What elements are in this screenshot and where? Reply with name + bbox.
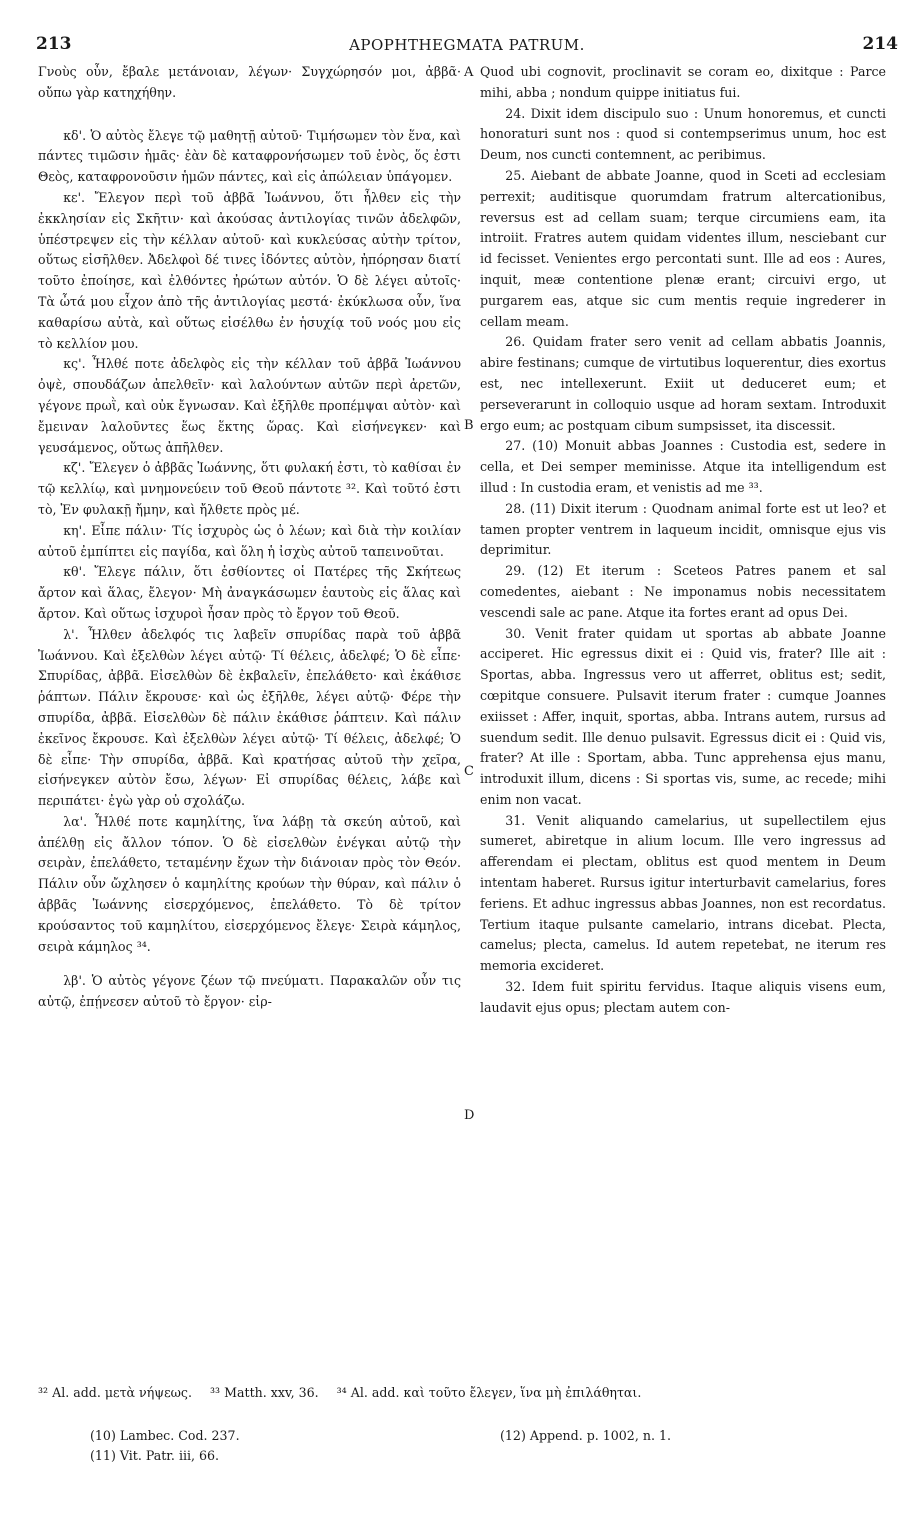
greek-paragraph: κθ'. Ἔλεγε πάλιν, ὅτι ἐσθίοντες οἱ Πατέρες τῆς Σκήτεως ἄρτον καὶ ἅλας, ἔλεγον· Μὴ ἀναγκάσωμεν ἑαυτοὺς εἰς ἅλας καὶ ἄρτον. Καὶ οὕτως ἰσχυροὶ ἦσαν πρὸς τὸ ἔργον τοῦ Θεοῦ. <box>38 564 461 621</box>
latin-paragraph: 27. (10) Monuit abbas Joannes : Custodia est, sedere in cella, et Dei semper meminisse. Atque ita intelligendum est illud : In custodia eram, et venistis ad me ³³. <box>480 438 886 495</box>
latin-paragraph: 32. Idem fuit spiritu fervidus. Itaque aliquis visens eum, laudavit ejus opus; plectam autem con- <box>480 979 886 1015</box>
greek-paragraph: κδ'. Ὁ αὐτὸς ἔλεγε τῷ μαθητῇ αὐτοῦ· Τιμήσωμεν τὸν ἕνα, καὶ πάντες τιμῶσιν ἡμᾶς· ἐὰν δὲ καταφρονήσωμεν τοῦ ἑνὸς, ὅς ἐστι Θεὸς, καταφρονοῦσιν ἡμῶν πάντες, καὶ εἰς ἀπώλειαν ὑπάγομεν. <box>38 127 461 185</box>
page-header <box>36 34 898 58</box>
source-references-left <box>90 1426 240 1466</box>
page-number-right: 214 <box>862 34 898 54</box>
latin-paragraph: 31. Venit aliquando camelarius, ut supellectilem ejus sumeret, abiretque in alium locum. Ille vero ingressus ad afferendam ei plectam, oblitus est quod mentem in Deum intentam haberet. Rursus igitur interturbavit camelarius, fores feriens. Et adhuc ingressus abbas Joannes, non est recordatus. Tertium itaque pulsante camelario, intrans dicebat. Plecta, camelus; plecta, camelus. Id autem repetebat, ne iterum res memoria excideret. <box>480 812 886 974</box>
latin-paragraph: Quod ubi cognovit, proclinavit se coram eo, dixitque : Parce mihi, abba ; nondum quippe initiatus fui. <box>480 64 886 100</box>
greek-paragraph: λβ'. Ὁ αὐτὸς γέγονε ζέων τῷ πνεύματι. Παρακαλῶν οὖν τις αὐτῷ, ἐπῄνεσεν αὐτοῦ τὸ ἔργον· εἰρ- <box>38 973 461 1010</box>
footnote: ³⁴ Al. add. καὶ τοῦτο ἔλεγεν, ἵνα μὴ ἐπιλάθηται. <box>336 1385 642 1400</box>
latin-paragraph: 28. (11) Dixit iterum : Quodnam animal forte est ut leo? et tamen propter ventrem in laqueum incidit, omnisque ejus vis deprimitur. <box>480 500 886 558</box>
greek-paragraph: κζ'. Ἔλεγεν ὁ ἀββᾶς Ἰωάννης, ὅτι φυλακή ἐστι, τὸ καθίσαι ἐν τῷ κελλίῳ, καὶ μνημονεύειν τοῦ Θεοῦ πάντοτε ³². Καὶ τοῦτό ἐστι τὸ, Ἐν φυλακῇ ἤμην, καὶ ἤλθετε πρὸς μέ. <box>38 460 461 517</box>
latin-paragraph: 24. Dixit idem discipulo suo : Unum honoremus, et cuncti honoraturi sunt nos : quod si contempserimus unum, hoc est Deum, nos cuncti contemnent, ac peribimus. <box>480 105 886 163</box>
greek-paragraph: κε'. Ἔλεγον περὶ τοῦ ἀββᾶ Ἰωάννου, ὅτι ἦλθεν εἰς τὴν ἐκκλησίαν εἰς Σκῆτιν· καὶ ἀκούσας ἀντιλογίας τινῶν ἀδελφῶν, ὑπέστρεψεν εἰς τὴν κέλλαν αὐτοῦ· καὶ κυκλεύσας αὐτὴν τρίτον, οὕτως εἰσῆλθεν. Ἀδελφοὶ δέ τινες ἰδόντες αὐτὸν, ἠπόρησαν διατί τοῦτο ἐποίησε, καὶ ἐλθόντες ἠρώτων αὐτόν. Ὁ δὲ λέγει αὐτοῖς· Τὰ ὦτά μου εἶχον ἀπὸ τῆς ἀντιλογίας μεστά· ἐκύκλωσα οὖν, ἵνα καθαρίσω αὐτὰ, καὶ οὕτως εἰσέλθω ἐν ἡσυχίᾳ τοῦ νοός μου εἰς τὸ κελλίον μου. <box>38 189 461 351</box>
source-references-right <box>500 1426 671 1446</box>
margin-letter-c: C <box>464 764 474 779</box>
footnote: ³² Al. add. μετὰ νήψεως. <box>38 1385 192 1400</box>
latin-column <box>480 62 886 1019</box>
source-reference: (11) Vit. Patr. iii, 66. <box>90 1448 220 1463</box>
greek-column <box>38 62 461 1013</box>
greek-paragraph: λ'. Ἦλθεν ἀδελφός τις λαβεῖν σπυρίδας παρὰ τοῦ ἀββᾶ Ἰωάννου. Καὶ ἐξελθὼν λέγει αὐτῷ· Τί θέλεις, ἀδελφέ; Ὁ δὲ εἶπε· Σπυρίδας, ἀββᾶ. Εἰσελθὼν δὲ ἐκβαλεῖν, ἐπελάθετο· καὶ ἐκάθισε ῥάπτων. Πάλιν ἔκρουσε· καὶ ὡς ἐξῆλθε, λέγει αὐτῷ· Φέρε τὴν σπυρίδα, ἀββᾶ. Εἰσελθὼν δὲ πάλιν ἐκάθισε ῥάπτειν. Καὶ πάλιν ἐκεῖνος ἔκρουσε. Καὶ ἐξελθὼν λέγει αὐτῷ· Τί θέλεις, ἀδελφέ; Ὁ δὲ εἶπε· Τὴν σπυρίδα, ἀββᾶ. Καὶ κρατήσας αὐτοῦ τὴν χεῖρα, εἰσήνεγκεν αὐτὸν ἔσω, λέγων· Εἰ σπυρίδας θέλεις, λάβε καὶ περιπάτει· ἐγὼ γὰρ οὐ σχολάζω. <box>38 626 461 809</box>
running-title: APOPHTHEGMATA PATRUM. <box>349 36 585 54</box>
margin-letter-b: B <box>464 418 474 433</box>
footnotes <box>38 1383 888 1403</box>
source-reference: (12) Append. p. 1002, n. 1. <box>500 1428 671 1443</box>
page-number-left: 213 <box>36 34 72 54</box>
latin-paragraph: 25. Aiebant de abbate Joanne, quod in Sceti ad ecclesiam perrexit; auditisque quorumdam fratrum altercationibus, reversus est ad cellam suam; terque circumiens eam, ita introiit. Fratres autem quidam videntes illum, nesciebant cur id fecisset. Venientes ergo percontati sunt. Ille ad eos : Aures, inquit, meæ contentione plenæ erant; circuivi ergo, ut purgarem eas, atque sic cum mentis requie ingrederer in cellam meam. <box>480 167 886 329</box>
greek-paragraph: λα'. Ἦλθέ ποτε καμηλίτης, ἵνα λάβῃ τὰ σκεύη αὐτοῦ, καὶ ἀπέλθῃ εἰς ἄλλον τόπον. Ὁ δὲ εἰσελθὼν ἐνέγκαι αὐτῷ τὴν σειρὰν, ἐπελάθετο, τεταμένην ἔχων τὴν διάνοιαν πρὸς τὸν Θεόν. Πάλιν οὖν ὤχλησεν ὁ καμηλίτης κρούων τὴν θύραν, καὶ πάλιν ὁ ἀββᾶς Ἰωάννης εἰσερχόμενος, ἐπελάθετο. Τὸ δὲ τρίτον κρούσαντος τοῦ καμηλίτου, εἰσερχόμενος ἔλεγε· Σειρὰ κάμηλος, σειρὰ κάμηλος ³⁴. <box>38 813 461 954</box>
margin-letter-a: A <box>464 65 474 80</box>
latin-paragraph: 26. Quidam frater sero venit ad cellam abbatis Joannis, abire festinans; cumque de virtutibus loquerentur, dies exortus est, nec intellexerunt. Exiit ut deduceret eum; et perseverarunt in colloquio usque ad horam sextam. Introduxit ergo eum; ac postquam cibum sumpsisset, ita discessit. <box>480 334 886 433</box>
source-reference: (10) Lambec. Cod. 237. <box>90 1428 240 1443</box>
greek-paragraph: κη'. Εἶπε πάλιν· Τίς ἰσχυρὸς ὡς ὁ λέων; καὶ διὰ τὴν κοιλίαν αὐτοῦ ἐμπίπτει εἰς παγίδα, καὶ ὅλη ἡ ἰσχὺς αὐτοῦ ταπεινοῦται. <box>38 522 461 559</box>
margin-letter-d: D <box>464 1108 475 1123</box>
footnote: ³³ Matth. xxv, 36. <box>210 1385 319 1400</box>
latin-paragraph: 30. Venit frater quidam ut sportas ab abbate Joanne acciperet. Hic egressus dixit ei : Quid vis, frater? Ille ait : Sportas, abba. Ingressus vero ut afferret, oblitus est; sedit, cœpitque consuere. Pulsavit iterum frater : cumque Joannes exiisset : Affer, inquit, sportas, abba. Intrans autem, rursus ad suendum sedit. Ille denuo pulsavit. Egressus dicit ei : Quid vis, frater? At ille : Sportam, abba. Tunc apprehensa ejus manu, introduxit illum, dicens : Si sportas vis, sume, ac recede; mihi enim non vacat. <box>480 625 886 807</box>
greek-paragraph: κς'. Ἦλθέ ποτε ἀδελφὸς εἰς τὴν κέλλαν τοῦ ἀββᾶ Ἰωάννου ὀψὲ, σπουδάζων ἀπελθεῖν· καὶ λαλούντων αὐτῶν περὶ ἀρετῶν, γέγονε πρωῒ, καὶ οὐκ ἔγνωσαν. Καὶ ἐξῆλθε προπέμψαι αὐτὸν· καὶ ἔμειναν λαλοῦντες ἕως ἕκτης ὥρας. Καὶ εἰσήνεγκεν· καὶ γευσάμενος, οὕτως ἀπῆλθεν. <box>38 356 461 455</box>
latin-paragraph: 29. (12) Et iterum : Sceteos Patres panem et sal comedentes, aiebant : Ne imponamus nobis necessitatem vescendi sale ac pane. Atque ita fortes erant ad opus Dei. <box>480 563 886 620</box>
greek-paragraph: Γνοὺς οὖν, ἔβαλε μετάνοιαν, λέγων· Συγχώρησόν μοι, ἀββᾶ· οὔπω γὰρ κατηχήθην. <box>38 64 461 100</box>
